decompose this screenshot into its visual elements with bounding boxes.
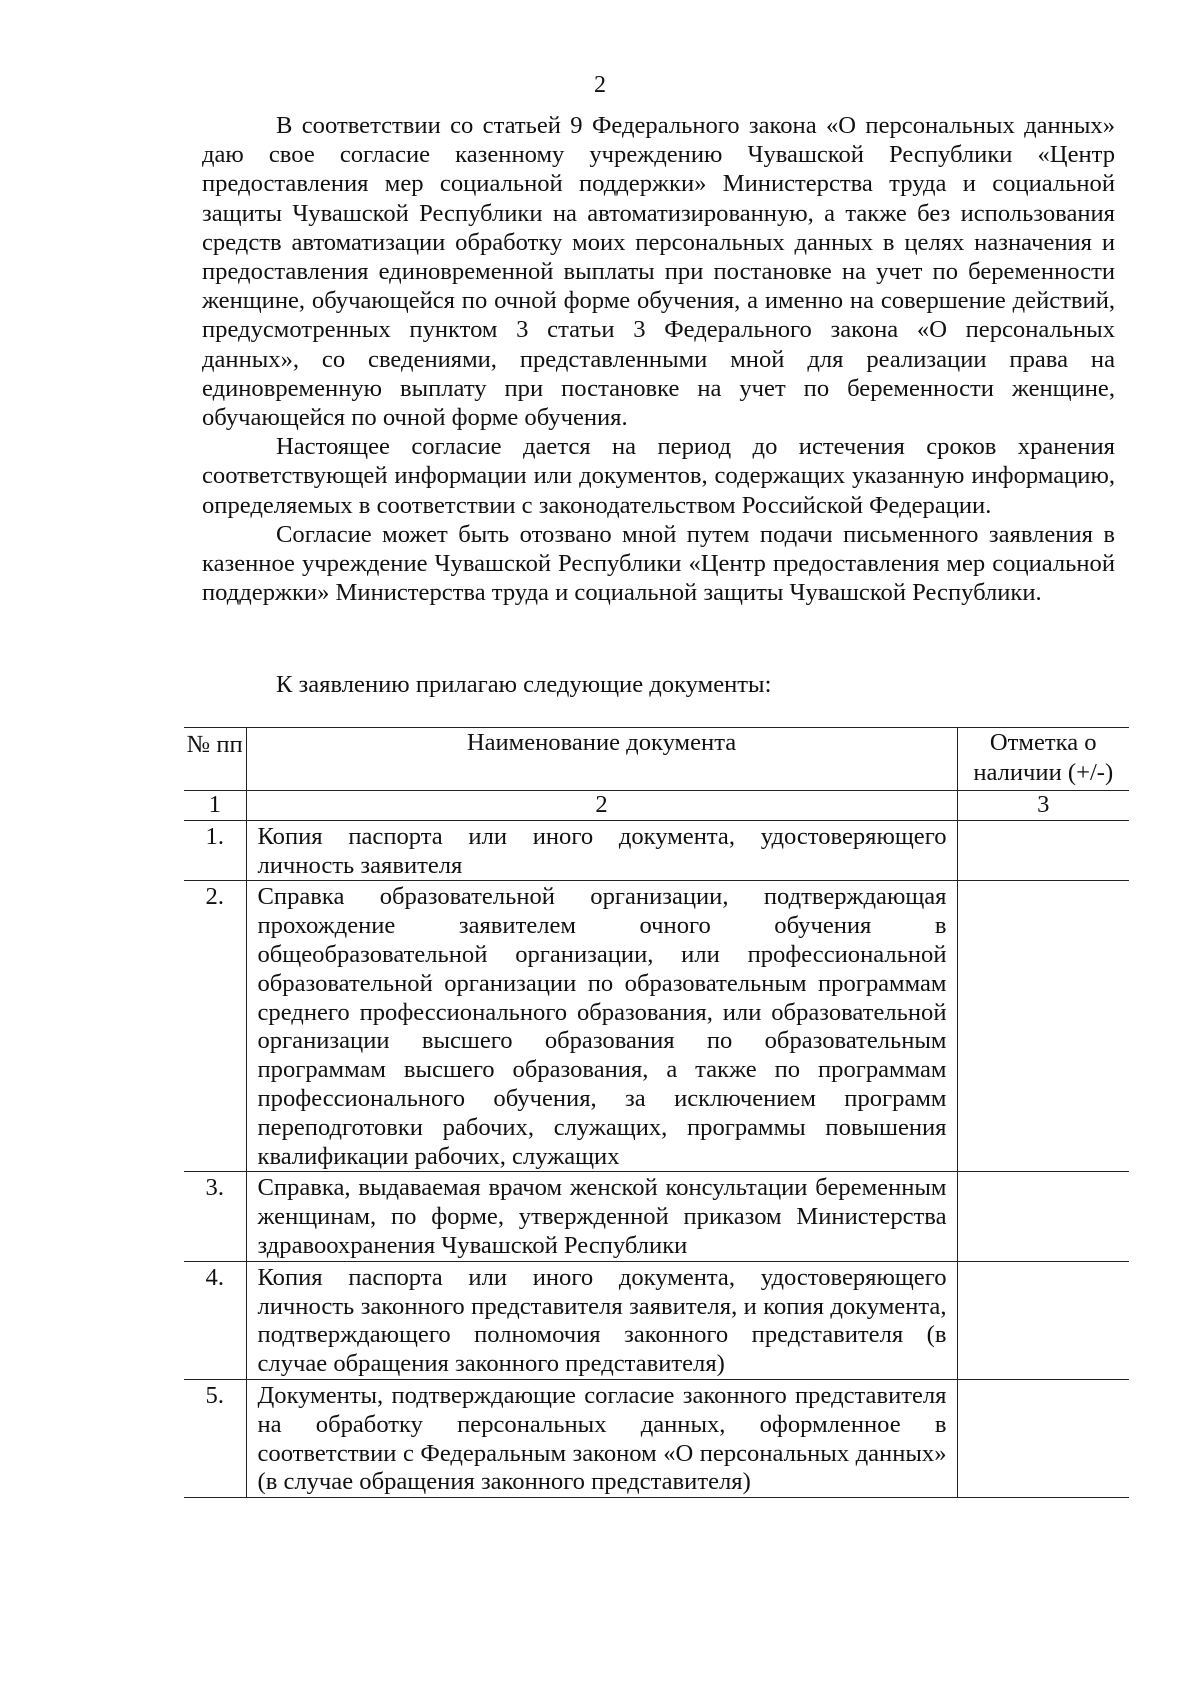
table-row: [184, 881, 1129, 1172]
revocation-paragraph: Согласие может быть отозвано мной путем подачи письменного заявления в казенное учреждение Чувашской Республики «Центр предоставления мер социальной поддержки» Министерства труда и социальной защиты Чувашской Республики.: [202, 520, 1115, 607]
table-row: [184, 1261, 1129, 1379]
attachments-intro: К заявлению прилагаю следующие документы:: [276, 671, 772, 698]
consent-text: [202, 111, 1115, 607]
row-number: 3.: [184, 1172, 246, 1261]
header-presence-mark: Отметка о наличии (+/-): [957, 728, 1129, 791]
page-number: 2: [594, 72, 606, 98]
validity-paragraph: Настоящее согласие дается на период до истечения сроков хранения соответствующей информации или документов, содержащих указанную информацию, определяемых в соответствии с законодательством Российской Федерации.: [202, 433, 1115, 519]
document-name: Справка, выдаваемая врачом женской консультации беременным женщинам, по форме, утвержденной приказом Министерства здравоохранения Чувашской Республики: [246, 1172, 957, 1261]
column-number: 2: [246, 791, 957, 821]
row-number: 1.: [184, 820, 246, 881]
column-numbers-row: [184, 791, 1129, 821]
row-number: 5.: [184, 1379, 246, 1497]
presence-mark: [957, 881, 1129, 1172]
column-number: 1: [184, 791, 246, 821]
table-header-row: [184, 728, 1129, 791]
row-number: 4.: [184, 1261, 246, 1379]
presence-mark: [957, 1172, 1129, 1261]
header-number: № пп: [184, 728, 246, 791]
table-row: [184, 820, 1129, 881]
presence-mark: [957, 1379, 1129, 1497]
document-name: Копия паспорта или иного документа, удостоверяющего личность заявителя: [246, 820, 957, 881]
presence-mark: [957, 1261, 1129, 1379]
document-name: Справка образовательной организации, подтверждающая прохождение заявителем очного обучения в общеобразовательной организации, или профессиональной образовательной организации по образовательным программам среднего профессионального образования, или образовательной организации высшего образования по образовательным программам высшего образования, а также по программам профессионального обучения, за исключением программ переподготовки рабочих, служащих, программы повышения квалификации рабочих, служащих: [246, 881, 957, 1172]
row-number: 2.: [184, 881, 246, 1172]
header-document-name: Наименование документа: [246, 728, 957, 791]
column-number: 3: [957, 791, 1129, 821]
document-name: Копия паспорта или иного документа, удостоверяющего личность законного представителя заявителя, и копия документа, подтверждающего полномочия законного представителя (в случае обращения законного представителя): [246, 1261, 957, 1379]
table-row: [184, 1379, 1129, 1497]
presence-mark: [957, 820, 1129, 881]
document-name: Документы, подтверждающие согласие законного представителя на обработку персональных данных, оформленное в соответствии с Федеральным законом «О персональных данных» (в случае обращения законного представителя): [246, 1379, 957, 1497]
documents-table: [184, 727, 1129, 1498]
table-row: [184, 1172, 1129, 1261]
consent-paragraph: В соответствии со статьей 9 Федерального закона «О персональных данных» даю свое согласие казенному учреждению Чувашской Республики «Центр предоставления мер социальной поддержки» Министерства труда и социальной защиты Чувашской Республики на автоматизированную, а также без использования средств автоматизации обработку моих персональных данных в целях назначения и предоставления единовременной выплаты при постановке на учет по беременности женщине, обучающейся по очной форме обучения, а именно на совершение действий, предусмотренных пунктом 3 статьи 3 Федерального закона «О персональных данных», со сведениями, представленными мной для реализации права на единовременную выплату при постановке на учет по беременности женщине, обучающейся по очной форме обучения.: [202, 112, 1115, 432]
